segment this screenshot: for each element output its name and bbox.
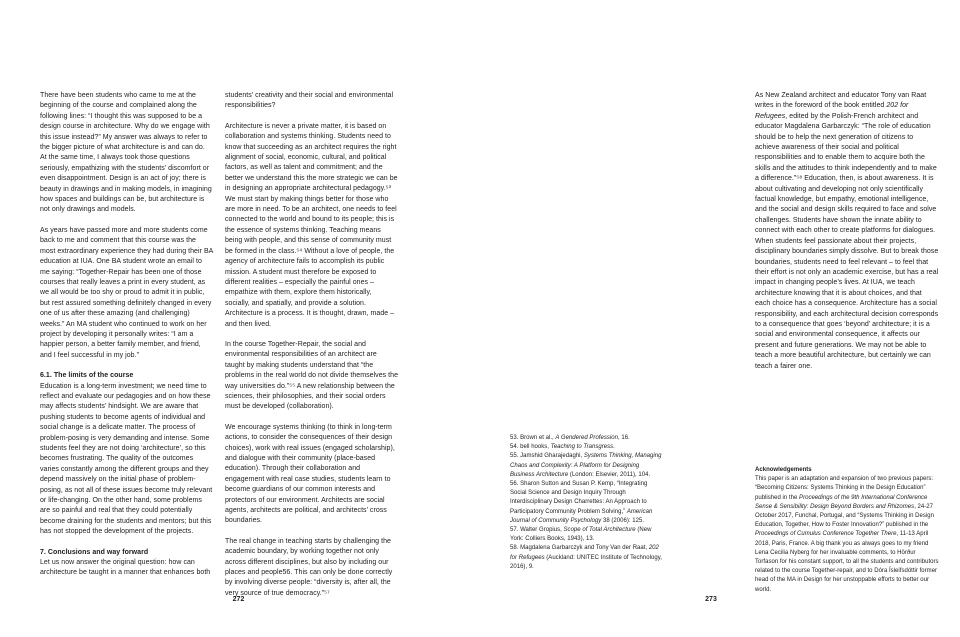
footnote: 58. Magdalena Garbarczyk and Tony Van der Raat, 202 for Refugees (Auckland: UNITEC Institute of Technology, 2016), 9. [510,545,662,570]
acknowledgements-heading: Acknowledgements [755,467,812,473]
page-number-left: 272 [232,596,245,603]
left-page-column-1 [40,91,213,579]
body-paragraph: As New Zealand architect and educator Tony van Raat writes in the foreword of the book entitled 202 for Refugees, edited by the Polish-French architect and educator Magdalena Garbarczyk: “The role of education should be to help the next generation of citizens to achieve awareness of their social and political responsibilities and to enable them to acquire both the skills and the attitudes to think independently and to make a difference.”⁵⁸ Education, then, is about awareness. It is about cultivating and developing not only scientifically factual knowledge, but empathy, emotional intelligence, and the social and design skills required to face and solve challenges. Students have shown the innate ability to connect with each other to create platforms for dialogues. When students feel passionate about their projects, disciplinary boundaries simply dissolve. But to break those boundaries, students need to feel relevant – to feel that their effort is not only an academic exercise, but has a real impact in changing people’s lives. At IUA, we teach architecture knowing that it is about choices, and that each choice has a consequence. Architecture has a social responsibility, and each architectural decision corresponds to a consequence that goes ‘beyond’ architecture; it is a social and environmental consequence, it affects our present and future generations. We may not be able to teach a more beautiful architecture, but certainly we can teach a fairer one. [755,92,939,370]
footnote: 55. Jamshid Gharajedaghi, Systems Thinking, Managing Chaos and Complexity: A Platform for Designing Business Architecture (London: Elsevier, 2011), 104. [510,453,662,478]
right-page-main-column [755,91,939,372]
section-heading: 6.1. The limits of the course [40,372,134,380]
section-heading: 7. Conclusions and way forward [40,548,149,556]
footnote: 57. Walter Gropius, Scope of Total Architecture (New York: Colliers Books, 1943), 13. [510,527,652,543]
body-paragraph: There have been students who came to me at the beginning of the course and complained along the following lines: “I thought this was supposed to be a design course in architecture. Why do we engage with this issue instead?” My answer was always to refer to the bigger picture of what architecture is and can do. At the same time, I always took those questions seriously, empathizing with the students’ discomfort or even disappointment. Design is an act of joy; there is beauty in drawings and in making models, in imagining how spaces and buildings can be, but architecture is not only drawings and models. [40,92,212,214]
body-paragraph: The real change in teaching starts by challenging the academic boundary, by working together not only across different disciplines, but also by including our places and people56. This can only be done correctly by involving diverse people: “diversity is, after all, the very source of true democracy.”⁵⁷ [225,537,393,597]
footnote: 54. bell hooks, Teaching to Transgress. [510,444,615,451]
page-number-right: 273 [705,596,717,603]
footnotes-block [510,434,665,572]
body-paragraph: We encourage systems thinking (to think in long-term actions, to consider the consequences of their design choices), work with real issues (engaged scholarship), and dialogue with their community (place-based education). Through their collaboration and engagement with real case studies, students learn to become guardians of our common interests and protectors of our environment. Architects are social agents, architects are political, and architects’ cross boundaries. [225,423,395,525]
body-paragraph: As years have passed more and more students come back to me and comment that this course was the most extraordinary experience they had during their BA education at IUA. One BA student wrote an email to me saying: “Together-Repair has been one of those courses that really leaves a print in every student, as we all would be too shy or proud to admit it in public, but rest assured something definitely changed in every one of us after these amazing (and challenging) weeks.” An MA student who continued to work on her project by developing it personally writes: “I am a happier person, a better family member, and friend, and I feel successful in my job.” [40,226,213,359]
body-paragraph: Architecture is never a private matter, it is based on collaboration and systems thinking. Students need to know that succeeding as an architect requires the right alignment of social, economic, cultural, and political factors, as well as talent and commitment; and the better we understand this the more strategic we can be in designing an appropriate architectural pedagogy.⁵³ We must start by making things better for those who are more in need. To be an architect, one needs to feel connected to the world and bound to its people; this is the essence of systems thinking. Teaching means being with people, and this sense of community must be formed in the class.⁵⁴ Without a love of people, the agency of architecture fails to accomplish its public mission. A student must therefore be exposed to different realities – especially the painful ones – empathize with them, explore them historically, socially, and spatially, and provide a solution. Architecture is a process. It is thought, drawn, made – and then lived. [225,122,398,328]
body-paragraph: students’ creativity and their social and environmental responsibilities? [225,92,394,110]
footnote: 56. Sharon Sutton and Susan P. Kemp, “Integrating Social Science and Design Inquiry Through Interdisciplinary Design Charrettes: An Approach to Participatory Community Problem Solving,” American Journal of Community Psychology 38 (2006): 125. [510,481,653,524]
footnote: 53. Brown et al., A Gendered Profession, 16. [510,435,630,441]
left-page-column-2 [225,91,398,599]
body-paragraph: In the course Together-Repair, the social and environmental responsibilities of an architect are taught by making students understand that “the problems in the real world do not divide themselves the way universities do.”⁵⁵ A new relationship between the sciences, their philosophies, and their social orders must be developed (collaboration). [225,340,399,411]
acknowledgements-block [755,466,940,595]
body-paragraph: Education is a long-term investment; we need time to reflect and evaluate our pedagogies and on how these may affects students’ hindsight. We are aware that pushing students to become agents of individual and social change is a delicate matter. The process of problem-posing is very demanding and intense. Some students feel they are not doing ‘architecture’, so this becomes frustrating. The quality of the outcomes varies constantly among the different groups and they depend massively on the initial phase of problem-posing, as not all of these issues become truly relevant or life-changing. On the other hand, some problems are so painful and real that they could potentially become draining for the students and mentors; but this has not stopped the development of the projects. [40,382,213,536]
body-paragraph: Let us now answer the original question: how can architecture be taught in a manner that enhances both [40,559,211,577]
acknowledgements-text: This paper is an adaptation and expansion of two previous papers: “Becoming Citizens: Systems Thinking in the Design Education” published in the Proceedings of the 9th International Conference Sense & Sensibility: Design Beyond Borders and Rhizomes, 24-27 October 2017, Funchal, Portugal, and “Systems Thinking in Design Education, Together, How to Foster Innovation?” published in the Proceedings of Cumulus Conference Together There, 11-13 April 2018, Paris, France. A big thank you as always goes to my friend Lena Cecilia Nyberg for her invaluable comments, to Hörður Torfason for his constant support, to all the students and contributors related to the course Together-repair, and to Dóra Ísleifsdóttir former head of the MA in Design for her unstoppable efforts to better our world. [755,476,939,593]
